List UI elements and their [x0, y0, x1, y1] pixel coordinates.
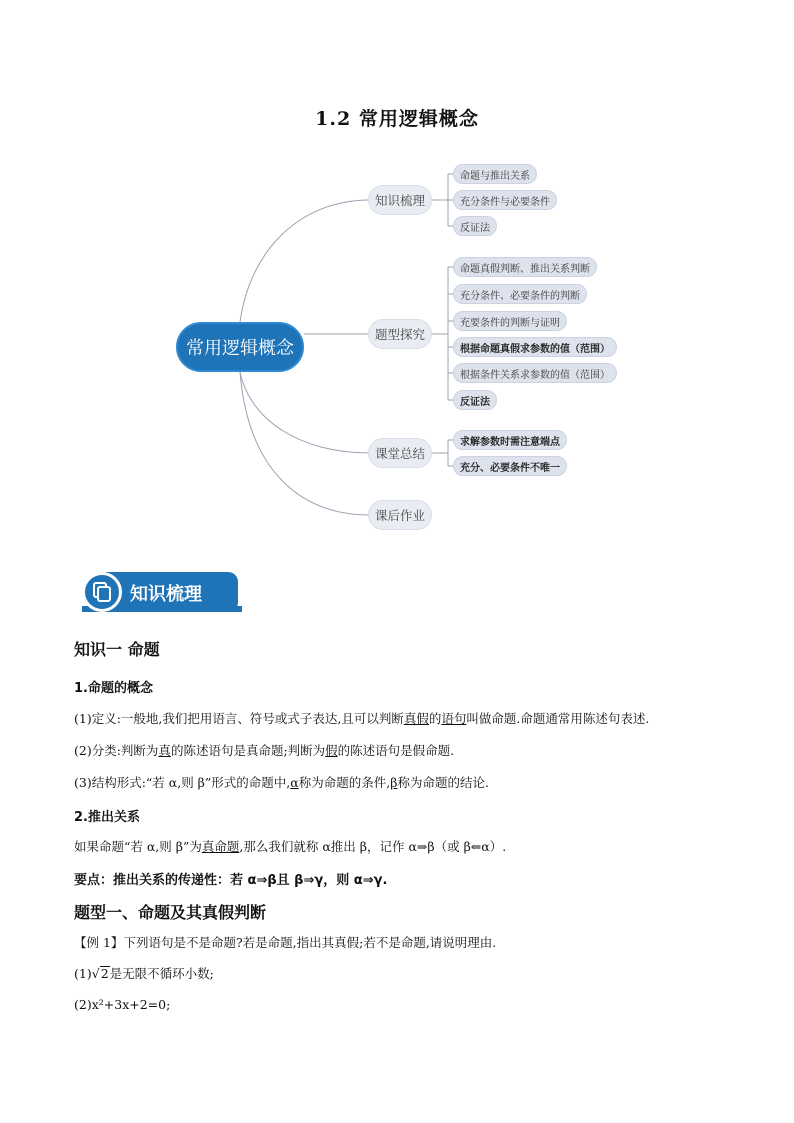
branch-knowledge: 知识梳理 — [368, 185, 432, 215]
leaf-param-by-truth: 根据命题真假求参数的值（范围） — [453, 337, 617, 357]
leaf-not-unique: 充分、必要条件不唯一 — [453, 456, 567, 476]
leaf-iff-proof: 充要条件的判断与证明 — [453, 311, 567, 331]
inference-heading: 2.推出关系 — [74, 810, 140, 825]
structure-line: (3)结构形式:“若 α,则 β”形式的命题中,α称为命题的条件,β称为命题的结论. — [74, 775, 489, 790]
concept-heading: 1.命题的概念 — [74, 681, 153, 696]
connector-zhishi — [240, 200, 370, 322]
knowledge-1-heading: 知识一 命题 — [74, 640, 160, 659]
connector-kehou — [240, 372, 370, 515]
definition-line: (1)定义:一般地,我们把用语言、符号或式子表达,且可以判断真假的语句叫做命题.命题通常用陈述句表述. — [74, 711, 650, 726]
section-badge — [82, 572, 238, 612]
radicand: 2 — [100, 966, 109, 981]
leaf-endpoint-note: 求解参数时需注意端点 — [453, 430, 567, 450]
document-stack-icon — [82, 572, 122, 612]
example-1 — [74, 933, 496, 951]
example-tag: 【例 1】 — [74, 935, 124, 950]
key-point: 要点：推出关系的传递性：若 α⇒β且 β⇒γ，则 α⇒γ. — [74, 873, 388, 888]
leaf-sufficient-necessary: 充分条件与必要条件 — [453, 190, 557, 210]
inference-line: 如果命题“若 α,则 β”为真命题,那么我们就称 α推出 β，记作 α⇒β（或 β⇐α）. — [74, 839, 507, 854]
leaf-proposition-inference: 命题与推出关系 — [453, 164, 537, 184]
page-title: 1.2 常用逻辑概念 — [315, 108, 479, 130]
leaf-param-by-condition: 根据条件关系求参数的值（范围） — [453, 363, 617, 383]
section-badge-label: 知识梳理 — [130, 584, 202, 605]
branch-summary: 课堂总结 — [368, 438, 432, 468]
leaf-contradiction-t: 反证法 — [453, 390, 497, 410]
classification-line: (2)分类:判断为真的陈述语句是真命题;判断为假的陈述语句是假命题. — [74, 743, 455, 758]
item-2: (2)x²+3x+2=0; — [74, 997, 171, 1012]
type-1-heading: 题型一、命题及其真假判断 — [74, 903, 267, 922]
mindmap-root: 常用逻辑概念 — [176, 322, 304, 372]
branch-homework: 课后作业 — [368, 500, 432, 530]
leaf-condition-judgement: 充分条件、必要条件的判断 — [453, 284, 587, 304]
connector-ketang — [240, 372, 370, 453]
leaf-contradiction-k: 反证法 — [453, 216, 497, 236]
branch-question-types: 题型探究 — [368, 319, 432, 349]
leaf-truth-judgement: 命题真假判断、推出关系判断 — [453, 257, 597, 277]
example-text: 下列语句是不是命题?若是命题,指出其真假;若不是命题,请说明理由. — [123, 935, 497, 950]
item-1: (1)√2是无限不循环小数; — [74, 966, 214, 981]
